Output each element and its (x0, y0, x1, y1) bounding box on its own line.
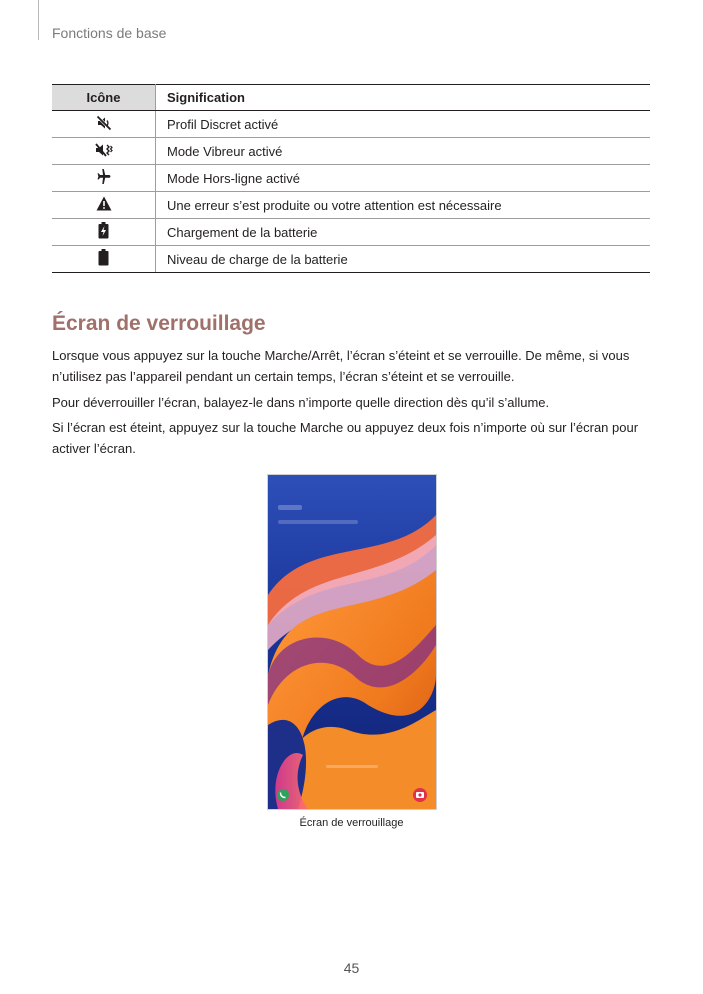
meaning-text: Mode Vibreur activé (156, 138, 651, 165)
vibrate-icon (95, 142, 113, 161)
icon-cell (52, 165, 156, 192)
column-header-meaning: Signification (156, 85, 651, 111)
meaning-text: Profil Discret activé (156, 111, 651, 138)
icon-cell (52, 192, 156, 219)
meaning-text: Une erreur s’est produite ou votre attention est nécessaire (156, 192, 651, 219)
running-header: Fonctions de base (52, 25, 167, 41)
warning-icon (96, 196, 112, 214)
table-row (52, 219, 650, 246)
meaning-text: Chargement de la batterie (156, 219, 651, 246)
table-row (52, 246, 650, 273)
icon-cell (52, 138, 156, 165)
lock-screen-illustration (267, 474, 437, 810)
paragraph: Lorsque vous appuyez sur la touche Marche/Arrêt, l’écran s’éteint et se verrouille. De même, si vous n’utilisez pas l’appareil pendant un certain temps, l’écran s’éteint et se verrouille. (52, 348, 630, 384)
battery-level-icon (98, 249, 109, 269)
column-header-icon: Icône (52, 85, 156, 111)
icon-cell (52, 111, 156, 138)
mute-icon (96, 115, 112, 134)
status-icons-table (52, 84, 650, 273)
airplane-icon (95, 169, 113, 188)
battery-charging-icon (98, 222, 109, 242)
section-title: Écran de verrouillage (52, 312, 266, 335)
figure-caption: Écran de verrouillage (299, 817, 404, 829)
table-row (52, 111, 650, 138)
meaning-text: Niveau de charge de la batterie (156, 246, 651, 273)
icon-cell (52, 219, 156, 246)
table-header-row (52, 85, 650, 111)
table-row (52, 192, 650, 219)
table-row (52, 138, 650, 165)
page-number: 45 (343, 960, 360, 976)
paragraph: Si l’écran est éteint, appuyez sur la touche Marche ou appuyez deux fois n’importe où sur l’écran pour activer l’écran. (52, 420, 639, 456)
meaning-text: Mode Hors-ligne activé (156, 165, 651, 192)
icon-cell (52, 246, 156, 273)
table-row (52, 165, 650, 192)
paragraph: Pour déverrouiller l’écran, balayez-le dans n’importe quelle direction dès qu’il s’allume. (52, 395, 550, 410)
margin-rule (38, 0, 39, 40)
